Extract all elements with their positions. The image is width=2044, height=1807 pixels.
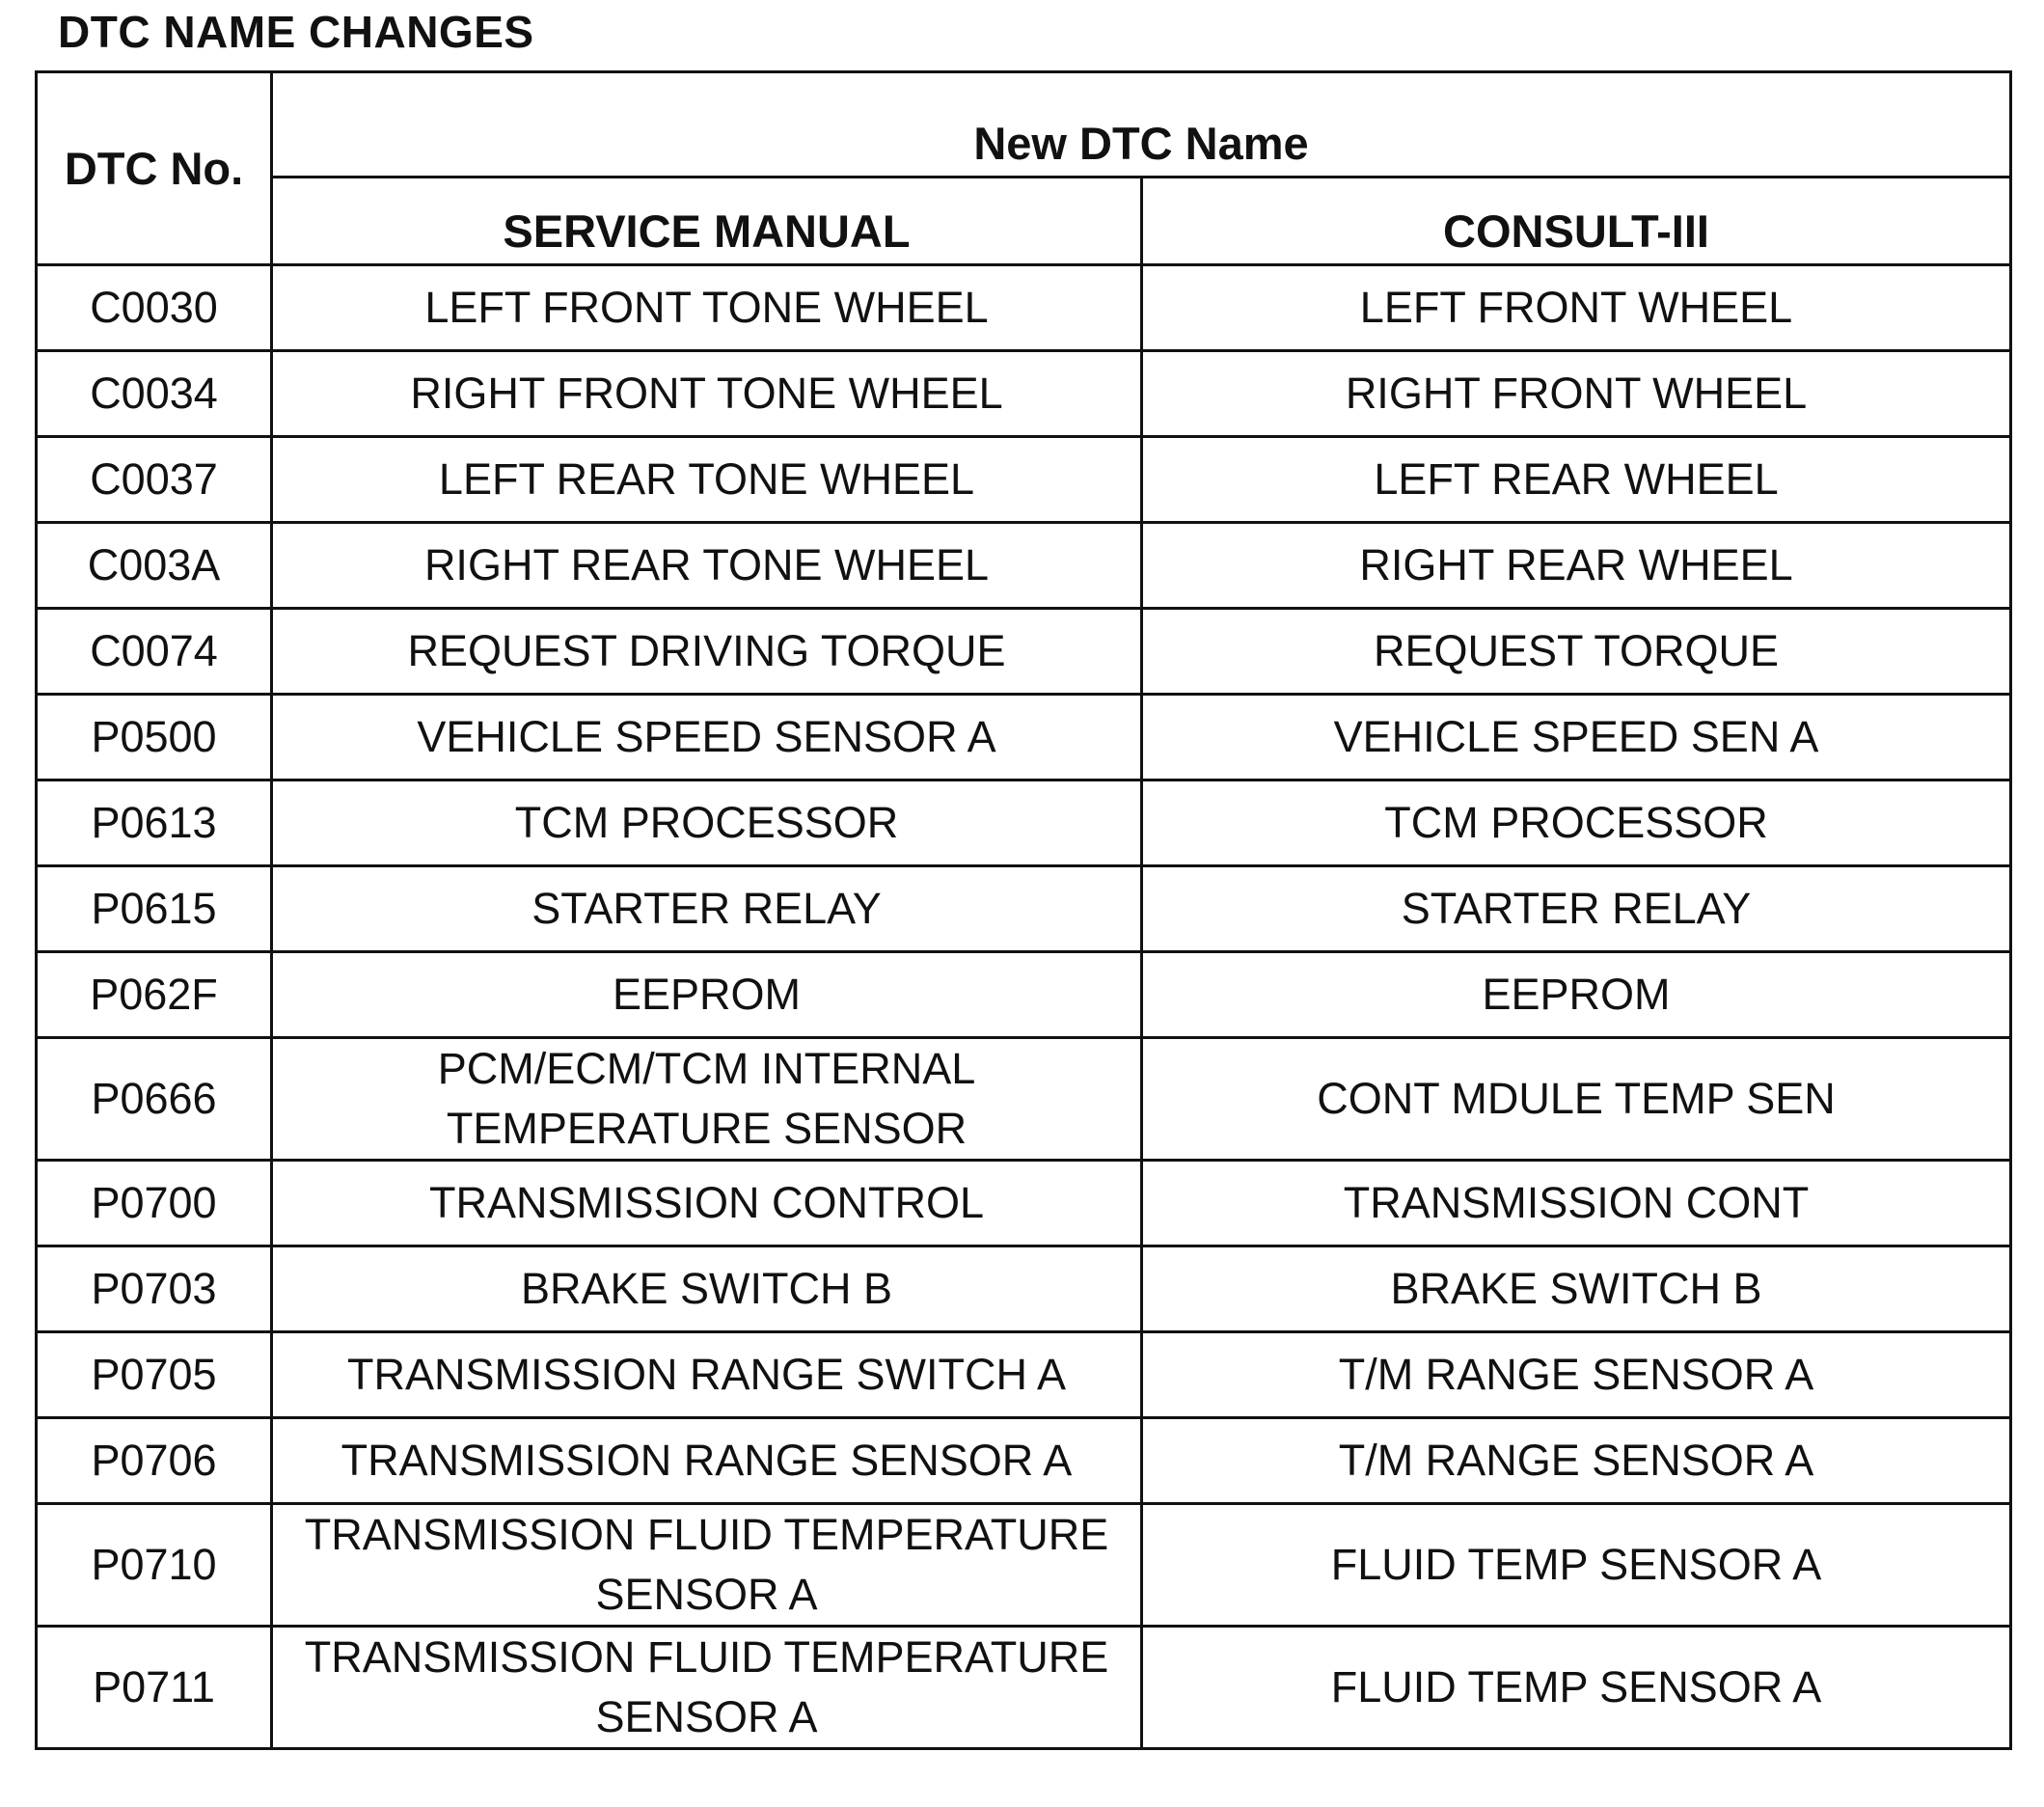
consult-cell: LEFT REAR WHEEL <box>1142 437 2011 523</box>
consult-iii-header: CONSULT-III <box>1142 178 2011 265</box>
table-row <box>37 523 2011 609</box>
service-manual-cell: LEFT FRONT TONE WHEEL <box>272 265 1142 351</box>
table-row <box>37 1038 2011 1161</box>
service-manual-cell: BRAKE SWITCH B <box>272 1246 1142 1332</box>
service-manual-cell: STARTER RELAY <box>272 866 1142 952</box>
table-row <box>37 1246 2011 1332</box>
service-manual-cell: REQUEST DRIVING TORQUE <box>272 609 1142 695</box>
consult-cell: CONT MDULE TEMP SEN <box>1142 1038 2011 1161</box>
service-manual-cell: EEPROM <box>272 952 1142 1038</box>
service-manual-cell: TRANSMISSION FLUID TEMPERATURE SENSOR A <box>272 1627 1142 1749</box>
table-row <box>37 1627 2011 1749</box>
dtc-code-cell: P0666 <box>37 1038 272 1161</box>
consult-cell: T/M RANGE SENSOR A <box>1142 1332 2011 1418</box>
table-row <box>37 695 2011 780</box>
consult-cell: TCM PROCESSOR <box>1142 780 2011 866</box>
table-header-row <box>37 72 2011 178</box>
dtc-name-changes-table <box>35 70 2012 1750</box>
service-manual-cell: TRANSMISSION RANGE SWITCH A <box>272 1332 1142 1418</box>
new-dtc-name-header: New DTC Name <box>272 72 2011 178</box>
consult-cell: BRAKE SWITCH B <box>1142 1246 2011 1332</box>
table-row <box>37 351 2011 437</box>
service-manual-cell: RIGHT REAR TONE WHEEL <box>272 523 1142 609</box>
dtc-code-cell: P0710 <box>37 1504 272 1627</box>
table-row <box>37 609 2011 695</box>
dtc-code-cell: P062F <box>37 952 272 1038</box>
table-row <box>37 952 2011 1038</box>
table-row <box>37 265 2011 351</box>
table-row <box>37 866 2011 952</box>
document-title: DTC NAME CHANGES <box>58 7 534 57</box>
table-row <box>37 1332 2011 1418</box>
consult-cell: T/M RANGE SENSOR A <box>1142 1418 2011 1504</box>
table-row <box>37 1161 2011 1246</box>
service-manual-cell: TCM PROCESSOR <box>272 780 1142 866</box>
dtc-code-cell: C0074 <box>37 609 272 695</box>
consult-cell: RIGHT REAR WHEEL <box>1142 523 2011 609</box>
table-row <box>37 780 2011 866</box>
consult-cell: EEPROM <box>1142 952 2011 1038</box>
dtc-code-cell: C0030 <box>37 265 272 351</box>
table-row <box>37 437 2011 523</box>
consult-cell: TRANSMISSION CONT <box>1142 1161 2011 1246</box>
dtc-code-cell: C003A <box>37 523 272 609</box>
dtc-code-cell: P0711 <box>37 1627 272 1749</box>
consult-cell: FLUID TEMP SENSOR A <box>1142 1504 2011 1627</box>
consult-cell: LEFT FRONT WHEEL <box>1142 265 2011 351</box>
consult-cell: STARTER RELAY <box>1142 866 2011 952</box>
service-manual-cell: VEHICLE SPEED SENSOR A <box>272 695 1142 780</box>
dtc-code-cell: P0700 <box>37 1161 272 1246</box>
dtc-code-cell: P0706 <box>37 1418 272 1504</box>
dtc-code-cell: P0615 <box>37 866 272 952</box>
consult-cell: VEHICLE SPEED SEN A <box>1142 695 2011 780</box>
table-row <box>37 1504 2011 1627</box>
dtc-code-cell: P0703 <box>37 1246 272 1332</box>
service-manual-cell: LEFT REAR TONE WHEEL <box>272 437 1142 523</box>
service-manual-header: SERVICE MANUAL <box>272 178 1142 265</box>
dtc-no-header: DTC No. <box>37 72 272 265</box>
dtc-code-cell: C0034 <box>37 351 272 437</box>
dtc-code-cell: P0613 <box>37 780 272 866</box>
service-manual-cell: PCM/ECM/TCM INTERNAL TEMPERATURE SENSOR <box>272 1038 1142 1161</box>
service-manual-cell: RIGHT FRONT TONE WHEEL <box>272 351 1142 437</box>
table-row <box>37 1418 2011 1504</box>
consult-cell: REQUEST TORQUE <box>1142 609 2011 695</box>
consult-cell: RIGHT FRONT WHEEL <box>1142 351 2011 437</box>
consult-cell: FLUID TEMP SENSOR A <box>1142 1627 2011 1749</box>
service-manual-cell: TRANSMISSION RANGE SENSOR A <box>272 1418 1142 1504</box>
table-subheader-row <box>37 178 2011 265</box>
dtc-code-cell: P0500 <box>37 695 272 780</box>
dtc-code-cell: C0037 <box>37 437 272 523</box>
service-manual-cell: TRANSMISSION CONTROL <box>272 1161 1142 1246</box>
service-manual-cell: TRANSMISSION FLUID TEMPERATURE SENSOR A <box>272 1504 1142 1627</box>
dtc-code-cell: P0705 <box>37 1332 272 1418</box>
